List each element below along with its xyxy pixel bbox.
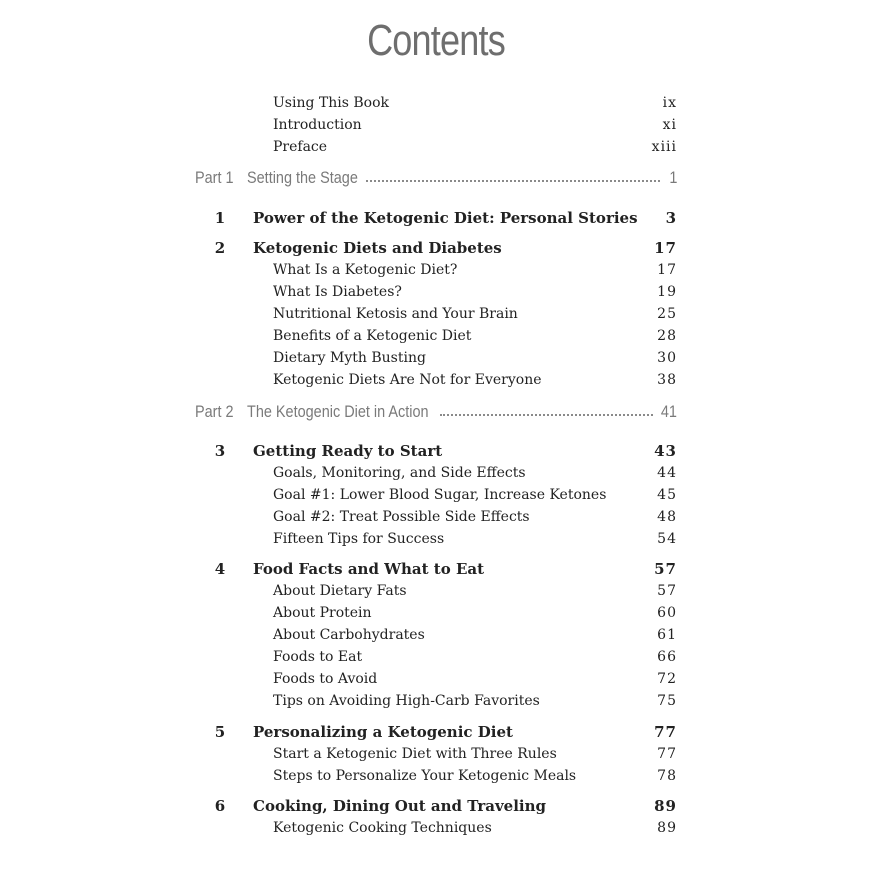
toc-section[interactable] [0,581,872,603]
toc-section[interactable] [0,507,872,529]
chapter-page: 3 [665,209,677,227]
section-title: Dietary Myth Busting [273,350,426,366]
toc-section[interactable] [0,282,872,304]
section-title: Goal #1: Lower Blood Sugar, Increase Ketones [273,487,607,503]
section-title: Ketogenic Diets Are Not for Everyone [273,372,542,388]
chapter-title: Power of the Ketogenic Diet: Personal Stories [253,209,638,227]
toc-part-1[interactable] [0,165,872,191]
toc-chapter-1[interactable] [0,207,872,229]
section-title: What Is Diabetes? [273,284,402,300]
section-title: About Carbohydrates [273,627,425,643]
toc-section[interactable] [0,463,872,485]
section-page: 60 [657,605,677,621]
section-page: 77 [657,746,677,762]
toc-section[interactable] [0,603,872,625]
part-label: Part 2 [195,402,234,421]
section-title: Goals, Monitoring, and Side Effects [273,465,526,481]
section-page: 45 [657,487,677,503]
page-title: Contents [367,16,505,65]
section-page: 17 [657,262,677,278]
section-page: 30 [657,350,677,366]
toc-entry-title: Introduction [273,117,362,133]
toc-section[interactable] [0,818,872,840]
section-title: Nutritional Ketosis and Your Brain [273,306,518,322]
toc-section[interactable] [0,766,872,788]
toc-section[interactable] [0,485,872,507]
chapter-page: 17 [654,239,677,257]
section-page: 28 [657,328,677,344]
toc-section[interactable] [0,691,872,713]
toc-part-2[interactable] [0,399,872,425]
chapter-page: 43 [654,442,677,460]
toc-entry[interactable] [0,93,872,115]
chapter-number: 1 [214,209,226,227]
toc-section[interactable] [0,304,872,326]
chapter-number: 6 [214,797,226,815]
section-title: Goal #2: Treat Possible Side Effects [273,509,530,525]
toc-section[interactable] [0,744,872,766]
dot-leader [440,414,653,416]
part-page: 1 [668,168,677,187]
toc-entry-page: xi [662,117,677,133]
chapter-title: Personalizing a Ketogenic Diet [253,723,513,741]
section-title: Benefits of a Ketogenic Diet [273,328,472,344]
toc-chapter-3[interactable] [0,440,872,462]
toc-section[interactable] [0,529,872,551]
toc-chapter-6[interactable] [0,795,872,817]
chapter-title: Ketogenic Diets and Diabetes [253,239,502,257]
part-page: 41 [660,402,677,421]
section-page: 44 [657,465,677,481]
chapter-title: Getting Ready to Start [253,442,443,460]
section-title: Start a Ketogenic Diet with Three Rules [273,746,557,762]
section-title: Ketogenic Cooking Techniques [273,820,492,836]
section-title: Tips on Avoiding High-Carb Favorites [273,693,540,709]
toc-section[interactable] [0,370,872,392]
chapter-title: Cooking, Dining Out and Traveling [253,797,547,815]
part-title: The Ketogenic Diet in Action [247,402,429,421]
toc-chapter-5[interactable] [0,721,872,743]
chapter-number: 2 [214,239,226,257]
section-page: 75 [657,693,677,709]
chapter-number: 5 [214,723,226,741]
section-page: 54 [657,531,677,547]
chapter-page: 57 [654,560,677,578]
toc-section[interactable] [0,348,872,370]
chapter-number: 3 [214,442,226,460]
section-page: 38 [657,372,677,388]
section-page: 61 [657,627,677,643]
toc-entry-page: ix [662,95,677,111]
toc-chapter-4[interactable] [0,558,872,580]
toc-chapter-2[interactable] [0,237,872,259]
toc-entry-title: Using This Book [273,95,389,111]
toc-entry[interactable] [0,115,872,137]
toc-section[interactable] [0,669,872,691]
toc-entry-page: xiii [651,139,677,155]
section-page: 66 [657,649,677,665]
section-title: Fifteen Tips for Success [273,531,445,547]
section-title: Steps to Personalize Your Ketogenic Meals [273,768,577,784]
section-page: 57 [657,583,677,599]
section-title: About Protein [273,605,372,621]
toc-section[interactable] [0,260,872,282]
toc-section[interactable] [0,647,872,669]
section-page: 89 [657,820,677,836]
part-label: Part 1 [195,168,234,187]
section-page: 25 [657,306,677,322]
chapter-page: 77 [654,723,677,741]
toc-entry[interactable] [0,137,872,159]
toc-entry-title: Preface [273,139,328,155]
toc-section[interactable] [0,625,872,647]
section-page: 48 [657,509,677,525]
section-title: Foods to Eat [273,649,363,665]
section-page: 72 [657,671,677,687]
dot-leader [366,180,660,182]
part-title: Setting the Stage [247,168,358,187]
section-page: 78 [657,768,677,784]
section-title: Foods to Avoid [273,671,378,687]
toc-section[interactable] [0,326,872,348]
section-page: 19 [657,284,677,300]
chapter-number: 4 [214,560,226,578]
chapter-title: Food Facts and What to Eat [253,560,485,578]
section-title: What Is a Ketogenic Diet? [273,262,458,278]
section-title: About Dietary Fats [273,583,407,599]
chapter-page: 89 [654,797,677,815]
